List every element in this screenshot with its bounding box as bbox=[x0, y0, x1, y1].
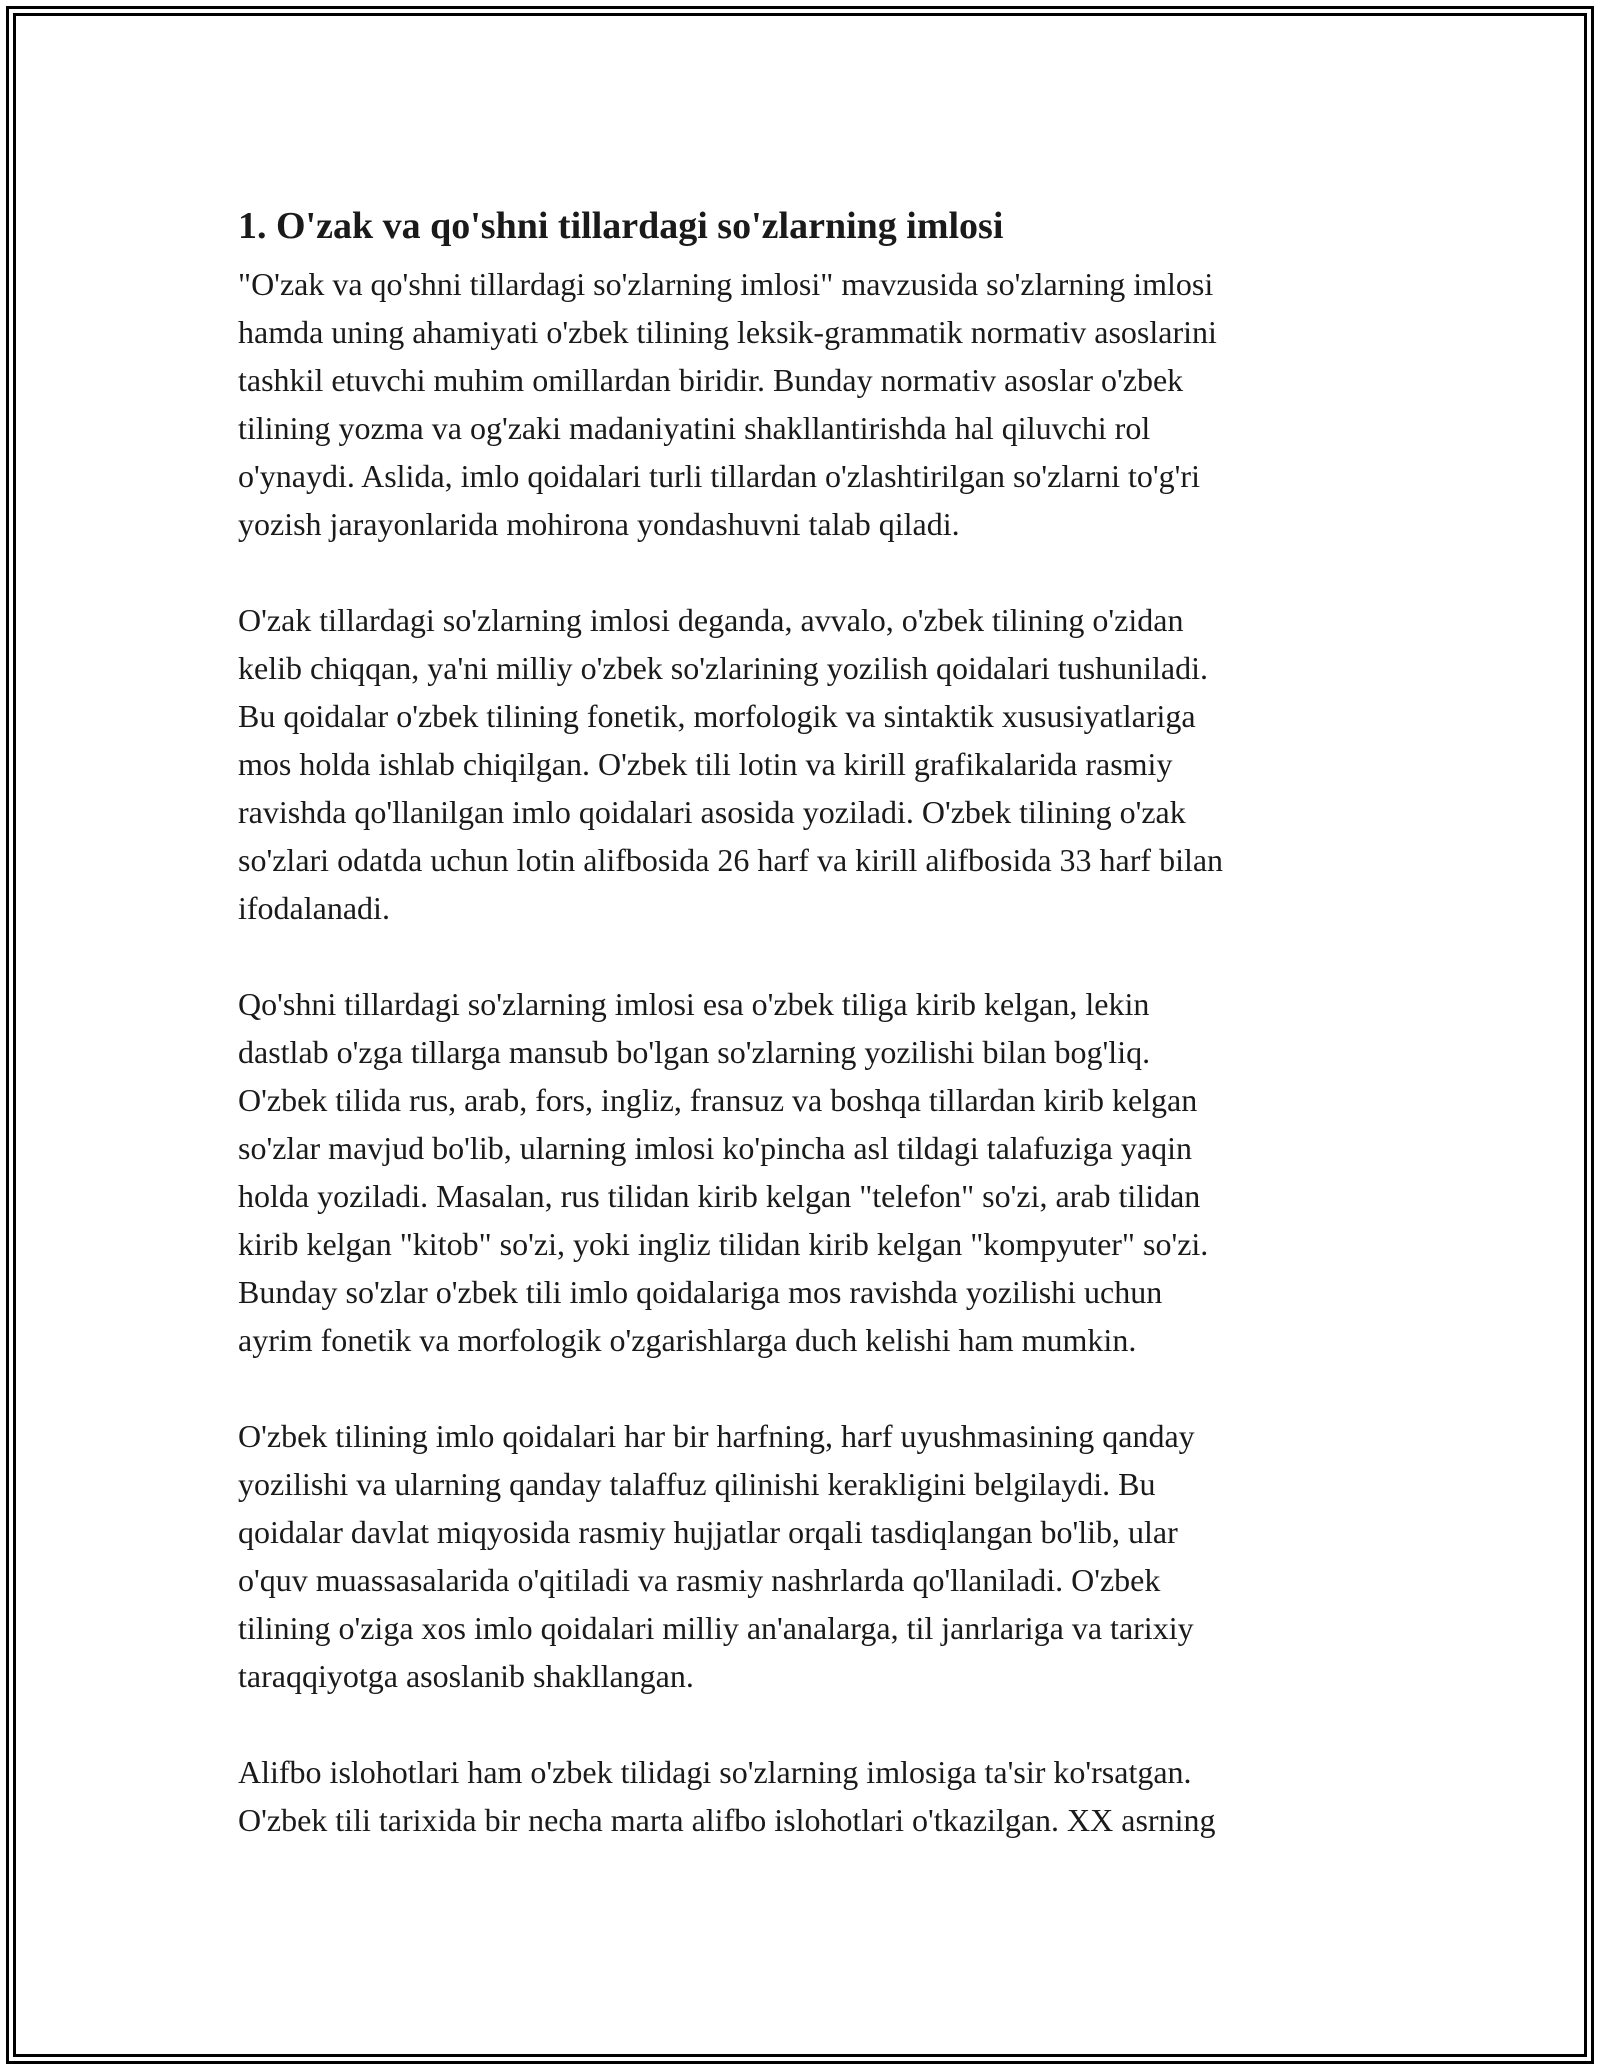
text-line: O'zbek tili tarixida bir necha marta alifbo islohotlari o'tkazilgan. XX asrning bbox=[238, 1802, 1216, 1838]
document-body bbox=[238, 202, 1378, 1892]
text-line: qoidalar davlat miqyosida rasmiy hujjatlar orqali tasdiqlangan bo'lib, ular bbox=[238, 1514, 1178, 1550]
text-line: ifodalanadi. bbox=[238, 890, 390, 926]
text-line: dastlab o'zga tillarga mansub bo'lgan so'zlarning yozilishi bilan bog'liq. bbox=[238, 1034, 1151, 1070]
text-line: tashkil etuvchi muhim omillardan biridir. Bunday normativ asoslar o'zbek bbox=[238, 362, 1184, 398]
text-line: kirib kelgan "kitob" so'zi, yoki ingliz tilidan kirib kelgan "kompyuter" so'zi. bbox=[238, 1226, 1209, 1262]
text-line: ayrim fonetik va morfologik o'zgarishlarga duch kelishi ham mumkin. bbox=[238, 1322, 1137, 1358]
paragraph-2 bbox=[238, 596, 1378, 932]
text-line: o'ynaydi. Aslida, imlo qoidalari turli tillardan o'zlashtirilgan so'zlarni to'g'ri bbox=[238, 458, 1200, 494]
text-line: holda yoziladi. Masalan, rus tilidan kirib kelgan "telefon" so'zi, arab tilidan bbox=[238, 1178, 1201, 1214]
text-line: so'zlar mavjud bo'lib, ularning imlosi ko'pincha asl tildagi talafuziga yaqin bbox=[238, 1130, 1192, 1166]
paragraph-5 bbox=[238, 1748, 1378, 1844]
page-frame-inner bbox=[13, 13, 1587, 2057]
text-line: "O'zak va qo'shni tillardagi so'zlarning imlosi" mavzusida so'zlarning imlosi bbox=[238, 266, 1214, 302]
paragraph-4 bbox=[238, 1412, 1378, 1700]
text-line: taraqqiyotga asoslanib shakllangan. bbox=[238, 1658, 694, 1694]
text-line: ravishda qo'llanilgan imlo qoidalari asosida yoziladi. O'zbek tilining o'zak bbox=[238, 794, 1186, 830]
page-frame-outer bbox=[6, 6, 1594, 2064]
text-line: hamda uning ahamiyati o'zbek tilining leksik-grammatik normativ asoslarini bbox=[238, 314, 1217, 350]
text-line: O'zak tillardagi so'zlarning imlosi deganda, avvalo, o'zbek tilining o'zidan bbox=[238, 602, 1184, 638]
text-line: Alifbo islohotlari ham o'zbek tilidagi so'zlarning imlosiga ta'sir ko'rsatgan. bbox=[238, 1754, 1192, 1790]
text-line: Bu qoidalar o'zbek tilining fonetik, morfologik va sintaktik xususiyatlariga bbox=[238, 698, 1196, 734]
paragraph-3 bbox=[238, 980, 1378, 1364]
page-title: 1. O'zak va qo'shni tillardagi so'zlarning imlosi bbox=[238, 205, 1004, 247]
text-line: Bunday so'zlar o'zbek tili imlo qoidalariga mos ravishda yozilishi uchun bbox=[238, 1274, 1163, 1310]
text-line: mos holda ishlab chiqilgan. O'zbek tili lotin va kirill grafikalarida rasmiy bbox=[238, 746, 1173, 782]
text-line: yozilishi va ularning qanday talaffuz qilinishi kerakligini belgilaydi. Bu bbox=[238, 1466, 1156, 1502]
text-line: tilining o'ziga xos imlo qoidalari milliy an'analarga, til janrlariga va tarixiy bbox=[238, 1610, 1194, 1646]
text-line: O'zbek tilining imlo qoidalari har bir harfning, harf uyushmasining qanday bbox=[238, 1418, 1195, 1454]
text-line: Qo'shni tillardagi so'zlarning imlosi esa o'zbek tiliga kirib kelgan, lekin bbox=[238, 986, 1150, 1022]
text-line: O'zbek tilida rus, arab, fors, ingliz, fransuz va boshqa tillardan kirib kelgan bbox=[238, 1082, 1198, 1118]
text-line: so'zlari odatda uchun lotin alifbosida 26 harf va kirill alifbosida 33 harf bilan bbox=[238, 842, 1224, 878]
text-line: o'quv muassasalarida o'qitiladi va rasmiy nashrlarda qo'llaniladi. O'zbek bbox=[238, 1562, 1161, 1598]
text-line: yozish jarayonlarida mohirona yondashuvni talab qiladi. bbox=[238, 506, 960, 542]
text-line: kelib chiqqan, ya'ni milliy o'zbek so'zlarining yozilish qoidalari tushuniladi. bbox=[238, 650, 1208, 686]
paragraph-1 bbox=[238, 260, 1378, 548]
text-line: tilining yozma va og'zaki madaniyatini shakllantirishda hal qiluvchi rol bbox=[238, 410, 1151, 446]
